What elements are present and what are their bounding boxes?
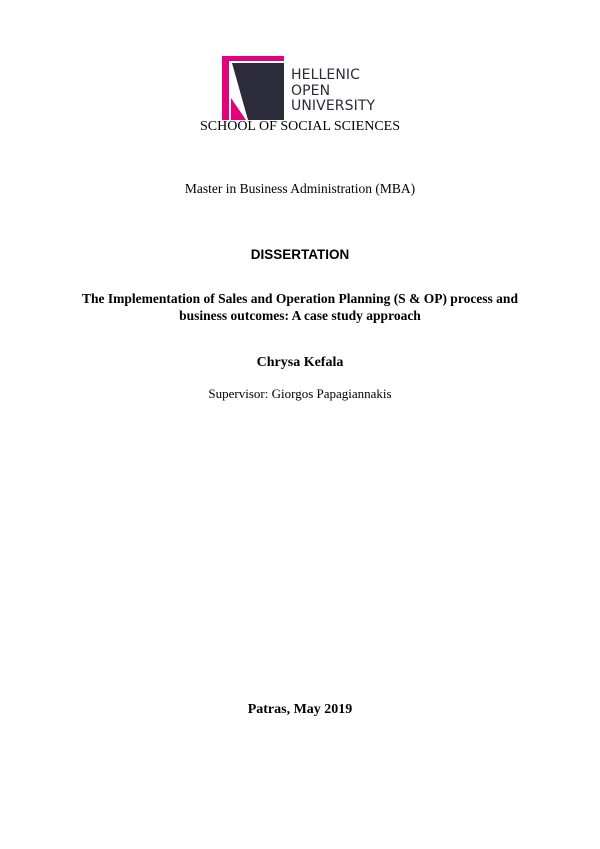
logo-line-hellenic: HELLENIC: [291, 67, 360, 83]
title-line-1: The Implementation of Sales and Operation Planning (S & OP) process and: [82, 291, 518, 306]
document-type: DISSERTATION: [250, 247, 350, 262]
supervisor-name: Supervisor: Giorgos Papagiannakis: [208, 386, 392, 401]
dissertation-title: [40, 291, 560, 324]
author-name: Chrysa Kefala: [256, 355, 344, 370]
logo-line-open: OPEN: [291, 82, 331, 99]
logo-emblem-icon: [222, 56, 290, 120]
logo-wordmark: [291, 68, 375, 115]
title-line-2: business outcomes: A case study approach: [179, 307, 421, 323]
logo-line-university: UNIVERSITY: [291, 98, 376, 114]
school-name: SCHOOL OF SOCIAL SCIENCES: [199, 119, 401, 134]
university-logo: [222, 56, 382, 120]
place-and-date: Patras, May 2019: [247, 702, 353, 717]
program-name: Master in Business Administration (MBA): [184, 181, 416, 196]
